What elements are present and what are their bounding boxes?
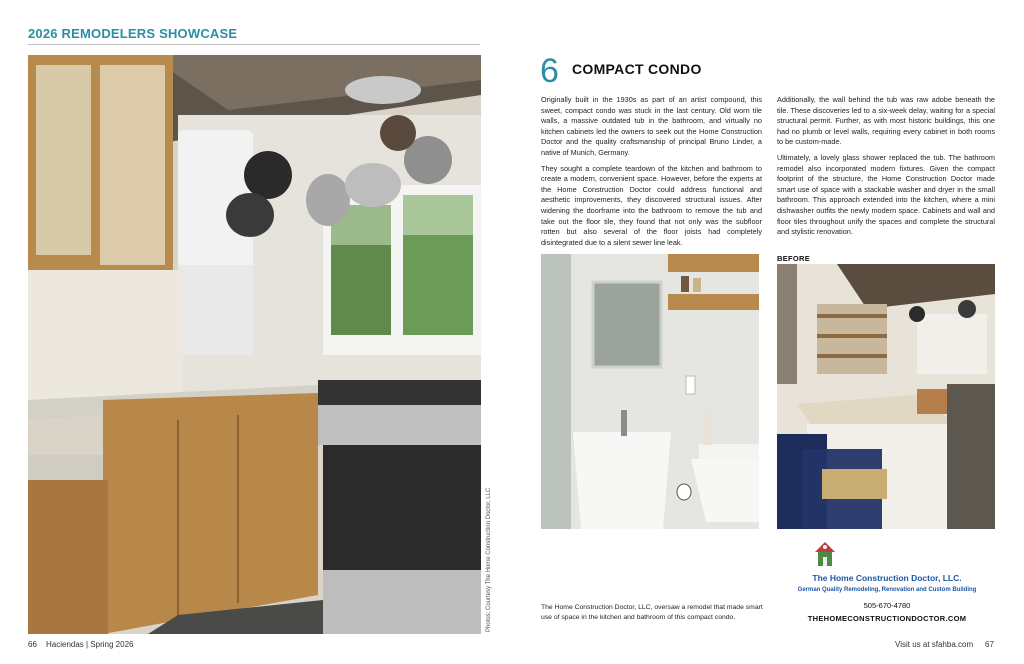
house-doctor-logo-icon: [814, 540, 836, 570]
paragraph: Ultimately, a lovely glass shower replaced the tub. The bathroom remodel also incorporated modern fixtures. Given the compact footprint of the structure, the Home Construction Doctor made smart use of space with a stackable washer and dryer in the small bathroom. This approach extended into the kitchen, where a mini dishwasher outfits the newly modern space. Cabinets and wall and floor tiles throughout unify the spaces and complete the structural and stylistic renovation.: [777, 152, 995, 237]
company-phone: 505-670-4780: [863, 601, 911, 610]
kitchen-photo: [28, 55, 481, 634]
company-website[interactable]: THEHOMECONSTRUCTIONDOCTOR.COM: [807, 614, 967, 623]
before-label: BEFORE: [777, 254, 811, 263]
section-header: 2026 REMODELERS SHOWCASE: [28, 26, 238, 41]
bathroom-photo-illustration: [541, 254, 759, 529]
article-number: 6: [540, 52, 559, 90]
kitchen-photo-illustration: [28, 55, 481, 634]
left-page-number: 66: [28, 640, 37, 649]
article-title: COMPACT CONDO: [572, 61, 702, 77]
paragraph: They sought a complete teardown of the kitchen and bathroom to create a modern, convenient space. However, before the experts at the Home Construction Doctor could address functional and aesthetic improvements, they discovered structural issues. After widening the doorframe into the bathroom to remove the tub and take out the floor tile, they found that not only was the subfloor rotten but also several of the floor joists had completely disintegrated due to a silent sewer line leak.: [541, 163, 762, 247]
right-text-column: [777, 95, 995, 243]
left-text-column: [541, 95, 762, 253]
photo-caption: The Home Construction Doctor, LLC, oversaw a remodel that made smart use of space in the kitchen and bathroom of this compact condo.: [541, 604, 763, 621]
photo-credit: Photos: Courtesy The Home Construction Doctor, LLC: [486, 487, 492, 632]
before-photo-illustration: [777, 264, 995, 529]
right-page-number: 67: [985, 640, 994, 649]
paragraph: Originally built in the 1930s as part of an artist compound, this sweet, compact condo was stuck in the last century. Old worn tile walls, a massive outdated tub in the bathroom, and virtually no kitchen cabinets led the owners to seek out the Home Construction Doctor and the quality craftsmanship of principal Bruno Linder, a native of Munich, Germany.: [541, 95, 762, 157]
paragraph: Additionally, the wall behind the tub was raw adobe beneath the tile. These discoveries led to a six-week delay, waiting for a special structural permit. Further, as with most historic buildings, this one had no plumb or level walls, requiring every cabinet in both rooms to be custom-made.: [777, 95, 995, 147]
company-logo: [814, 540, 836, 570]
company-name: The Home Construction Doctor, LLC.: [812, 573, 962, 583]
header-rule: [28, 44, 480, 45]
before-kitchen-photo: [777, 264, 995, 529]
publication-name: Haciendas | Spring 2026: [46, 640, 134, 649]
visit-website[interactable]: Visit us at sfahba.com: [895, 640, 974, 649]
bathroom-photo: [541, 254, 759, 529]
company-tagline: German Quality Remodeling, Renovation and Custom Building: [797, 587, 977, 593]
